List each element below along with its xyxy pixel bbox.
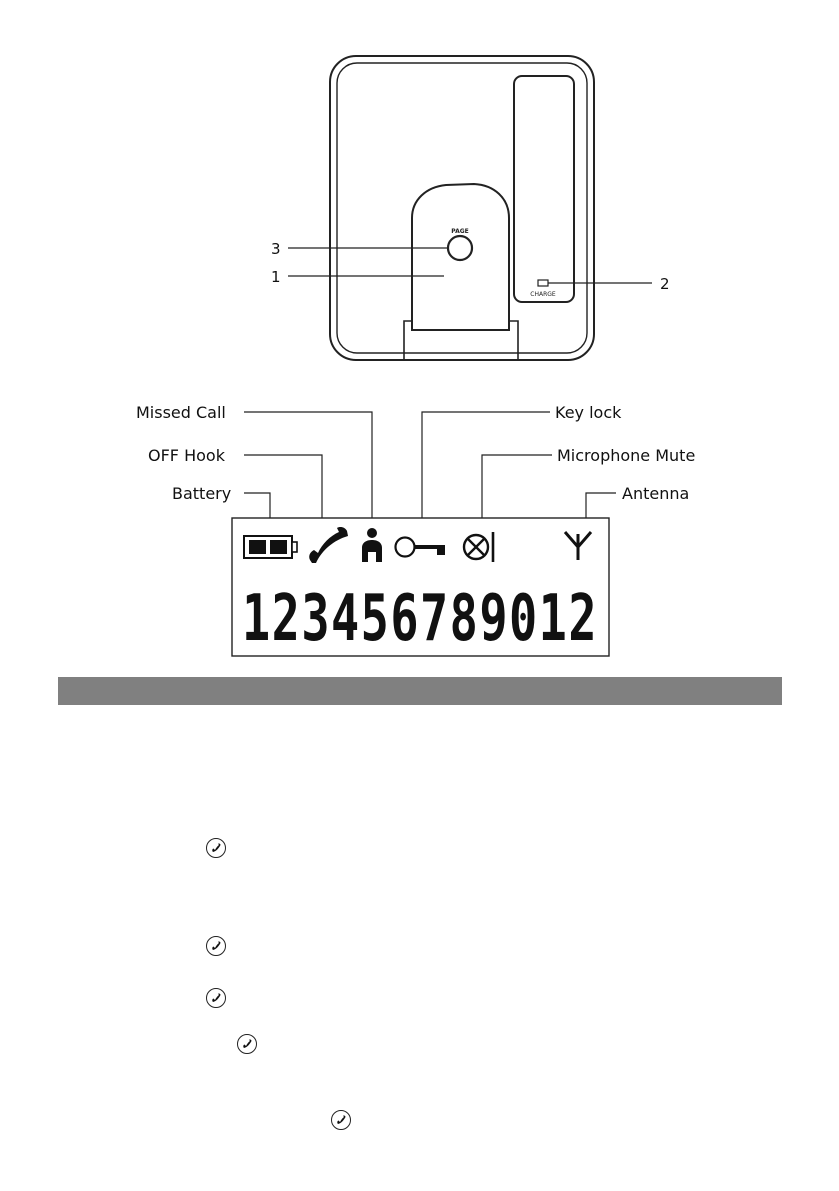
base-station xyxy=(330,56,594,360)
callout-2: 2 xyxy=(660,275,670,293)
phone-handset-icon xyxy=(206,988,226,1008)
phone-handset-icon xyxy=(237,1034,257,1054)
battery-icon xyxy=(244,536,297,558)
label-key-lock: Key lock xyxy=(555,403,622,422)
label-microphone-mute: Microphone Mute xyxy=(557,446,696,465)
label-battery: Battery xyxy=(172,484,232,503)
charge-label: CHARGE xyxy=(530,291,556,298)
phone-handset-icon xyxy=(206,838,226,858)
label-missed-call: Missed Call xyxy=(136,403,226,422)
lcd-digit-readout: 123456789012 xyxy=(242,582,598,656)
page-key-label: PAGE xyxy=(451,228,469,235)
lcd-display xyxy=(232,518,609,656)
phone-handset-icon xyxy=(331,1110,351,1130)
callout-3: 3 xyxy=(271,240,281,258)
phone-handset-icon xyxy=(206,936,226,956)
label-antenna: Antenna xyxy=(622,484,690,503)
label-off-hook: OFF Hook xyxy=(148,446,225,465)
callout-1: 1 xyxy=(271,268,281,286)
charge-led xyxy=(538,280,548,286)
section-header-bar xyxy=(58,677,782,705)
